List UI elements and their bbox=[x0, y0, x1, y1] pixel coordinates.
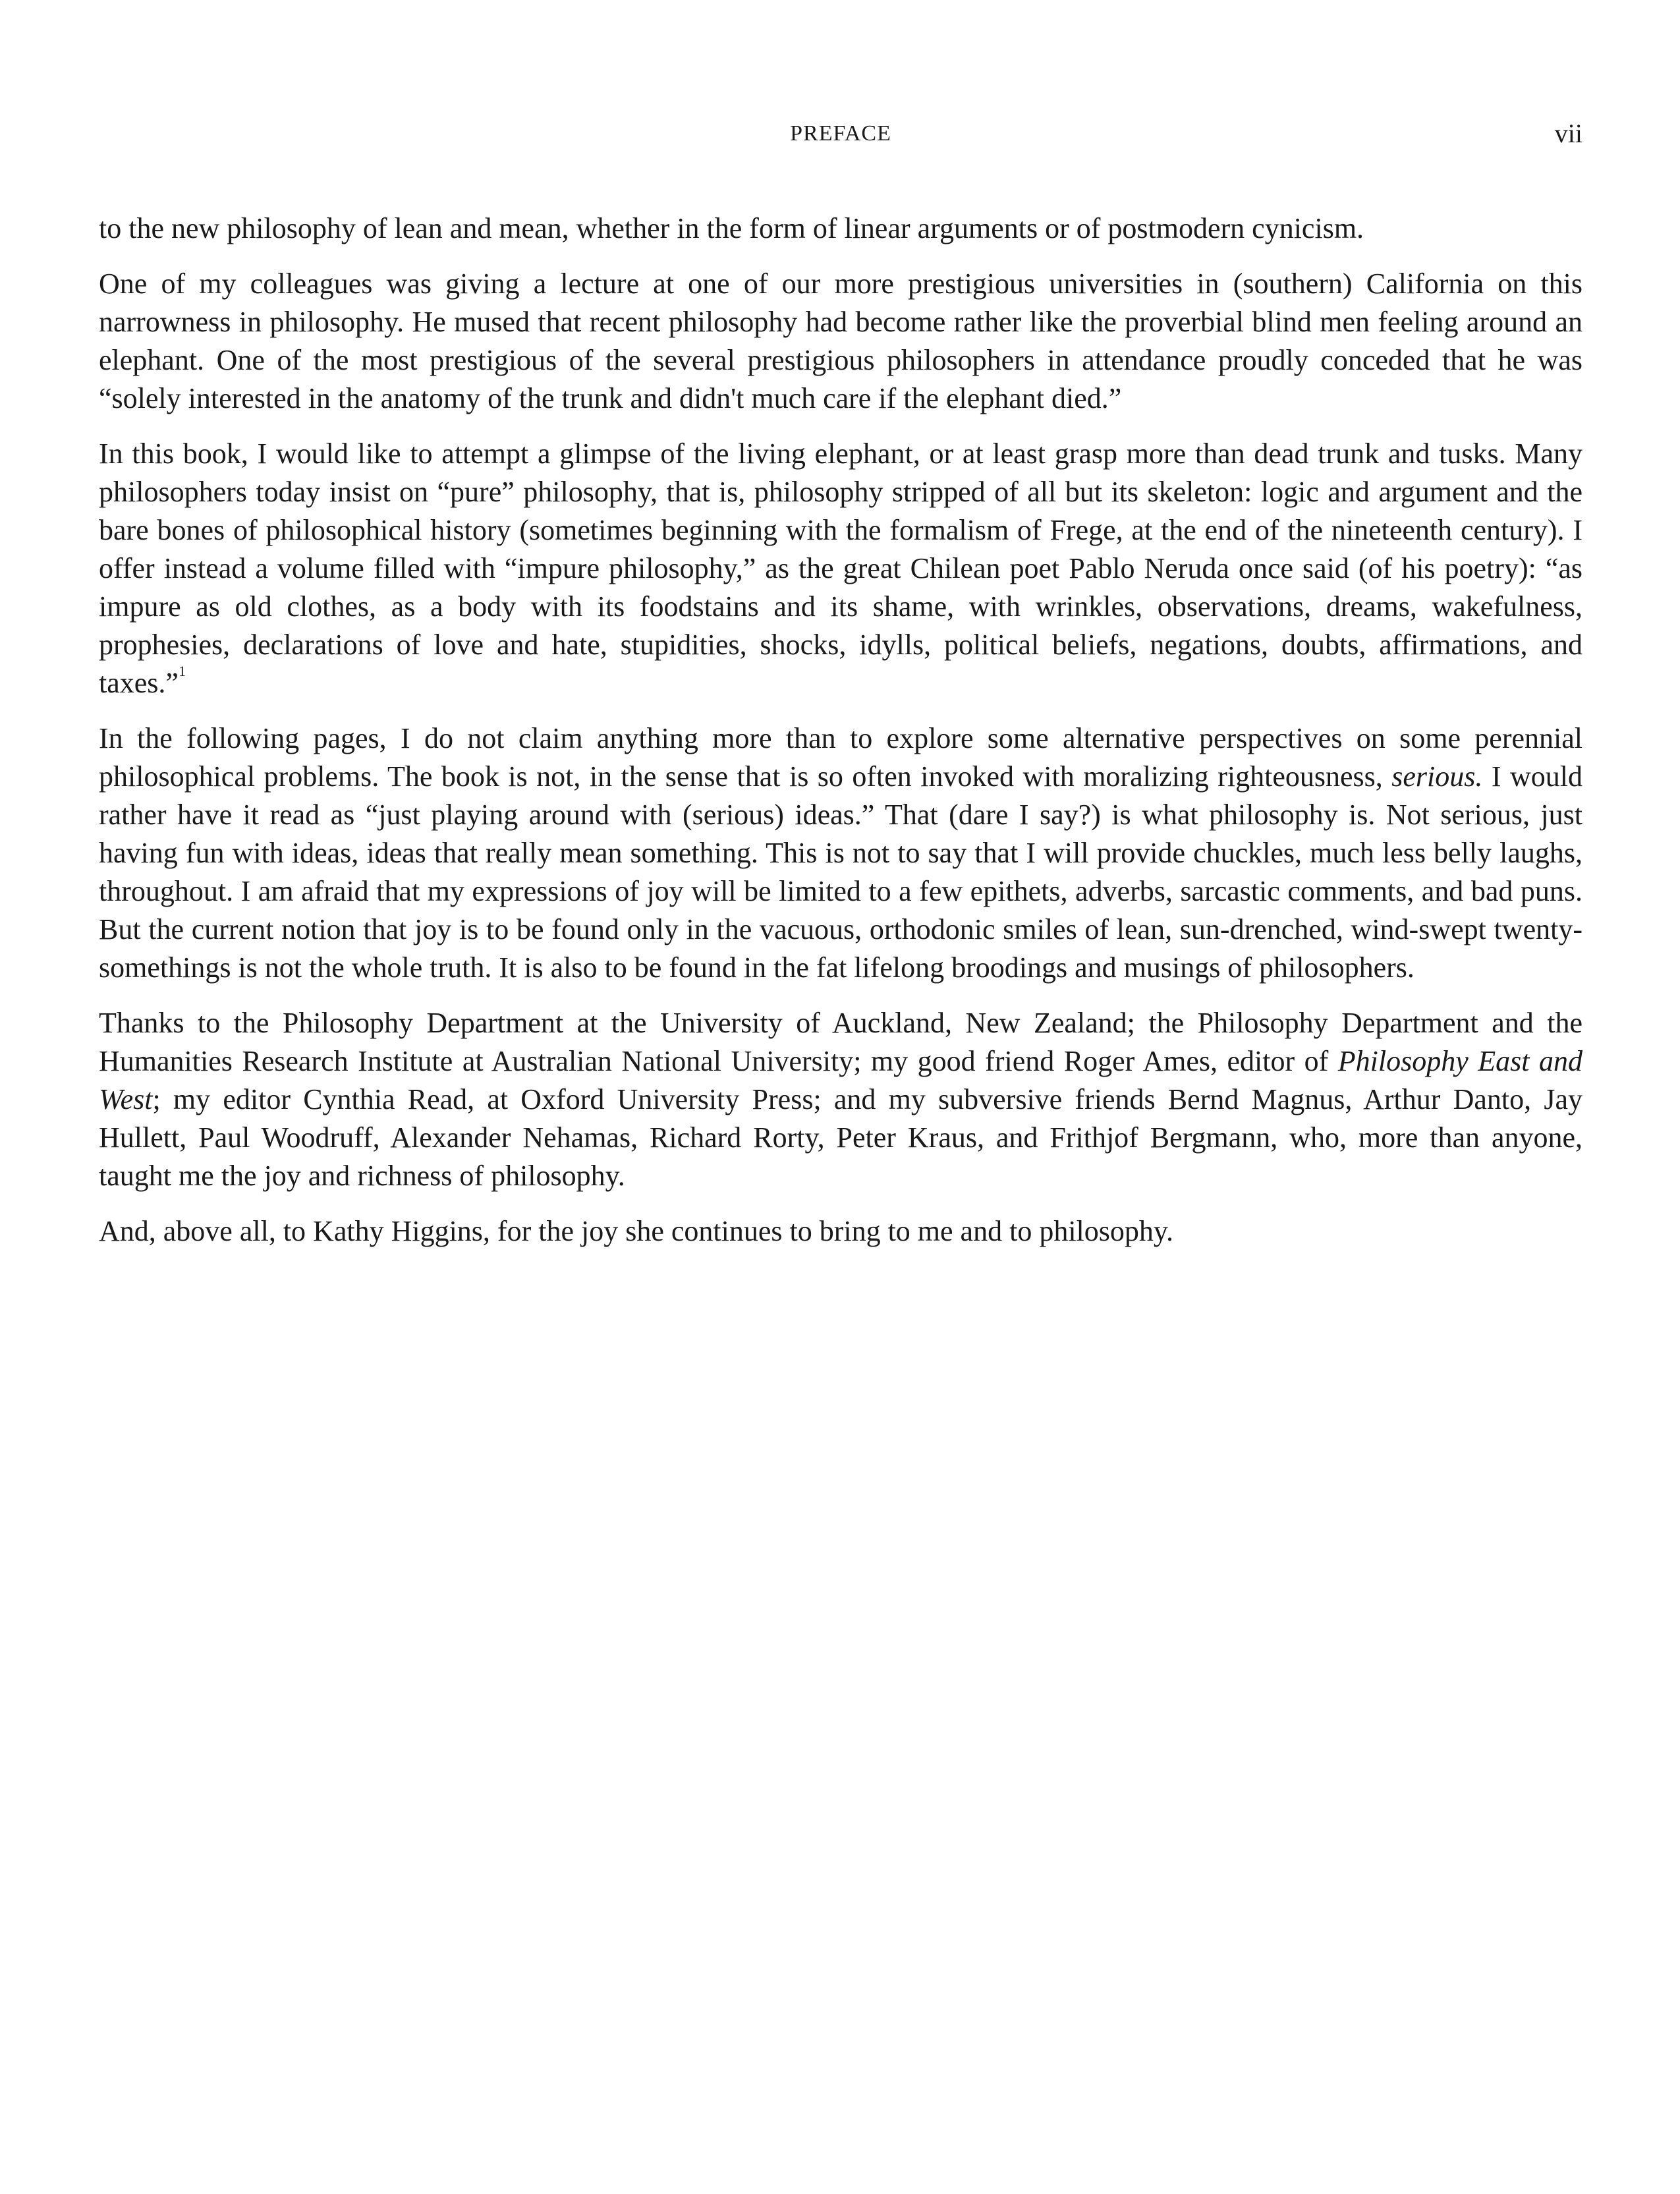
paragraph-4-text-end: I would rather have it read as “just playing around with (serious) ideas.” That (dare I say?) is what philosophy is. Not serious, just having fun with ideas, ideas that really mean something. This is not to say that I will provide chuckles, much less belly laughs, throughout. I am afraid that my expressions of joy will be limited to a few epithets, adverbs, sarcastic comments, and bad puns. But the current notion that joy is to be found only in the vacuous, orthodonic smiles of lean, sun-drenched, wind-swept twenty-somethings is not the whole truth. It is also to be found in the fat lifelong broodings and musings of philosophers. bbox=[99, 760, 1582, 984]
paragraph-5 bbox=[99, 1004, 1582, 1195]
paragraph-5-text-end: ; my editor Cynthia Read, at Oxford University Press; and my subversive friends Bernd Magnus, Arthur Danto, Jay Hullett, Paul Woodruff, Alexander Nehamas, Richard Rorty, Peter Kraus, and Frithjof Bergmann, who, more than anyone, taught me the joy and richness of philosophy. bbox=[99, 1083, 1582, 1192]
paragraph-3-text: In this book, I would like to attempt a glimpse of the living elephant, or at least grasp more than dead trunk and tusks. Many philosophers today insist on “pure” philosophy, that is, philosophy stripped of all but its skeleton: logic and argument and the bare bones of philosophical history (sometimes beginning with the formalism of Frege, at the end of the nineteenth century). I offer instead a volume filled with “impure philosophy,” as the great Chilean poet Pablo Neruda once said (of his poetry): “as impure as old clothes, as a body with its foodstains and its shame, with wrinkles, observations, dreams, wakefulness, prophesies, declarations of love and hate, stupidities, shocks, idylls, political beliefs, negations, doubts, affirmations, and taxes.” bbox=[99, 437, 1582, 699]
footnote-marker: 1 bbox=[178, 663, 186, 679]
paragraph-2: One of my colleagues was giving a lecture at one of our more prestigious universities in (southern) California on this narrowness in philosophy. He mused that recent philosophy had become rather like the proverbial blind men feeling around an elephant. One of the most prestigious of the several prestigious philosophers in attendance proudly conceded that he was “solely interested in the anatomy of the trunk and didn't much care if the elephant died.” bbox=[99, 267, 1582, 414]
page-number: vii bbox=[1554, 119, 1582, 148]
paragraph-3 bbox=[99, 435, 1582, 702]
paragraph-4-text-start: In the following pages, I do not claim anything more than to explore some alternative perspectives on some perennial philosophical problems. The book is not, in the sense that is so often invoked with moralizing righteousness, bbox=[99, 722, 1582, 793]
paragraph-5-text-start: Thanks to the Philosophy Department at the University of Auckland, New Zealand; the Philosophy Department and the Humanities Research Institute at Australian National University; my good friend Roger Ames, editor of bbox=[99, 1007, 1582, 1077]
running-head bbox=[99, 117, 1582, 150]
running-title: PREFACE bbox=[790, 121, 891, 146]
paragraph-1: to the new philosophy of lean and mean, whether in the form of linear arguments or of postmodern cynicism. bbox=[99, 212, 1364, 244]
journal-title: Philosophy East and West bbox=[99, 1045, 1583, 1115]
paragraph-6: And, above all, to Kathy Higgins, for the joy she continues to bring to me and to philosophy. bbox=[99, 1215, 1174, 1247]
paragraph-4-emphasis: serious. bbox=[1391, 760, 1483, 793]
preface-body bbox=[99, 210, 1582, 1268]
paragraph-4 bbox=[99, 719, 1582, 987]
